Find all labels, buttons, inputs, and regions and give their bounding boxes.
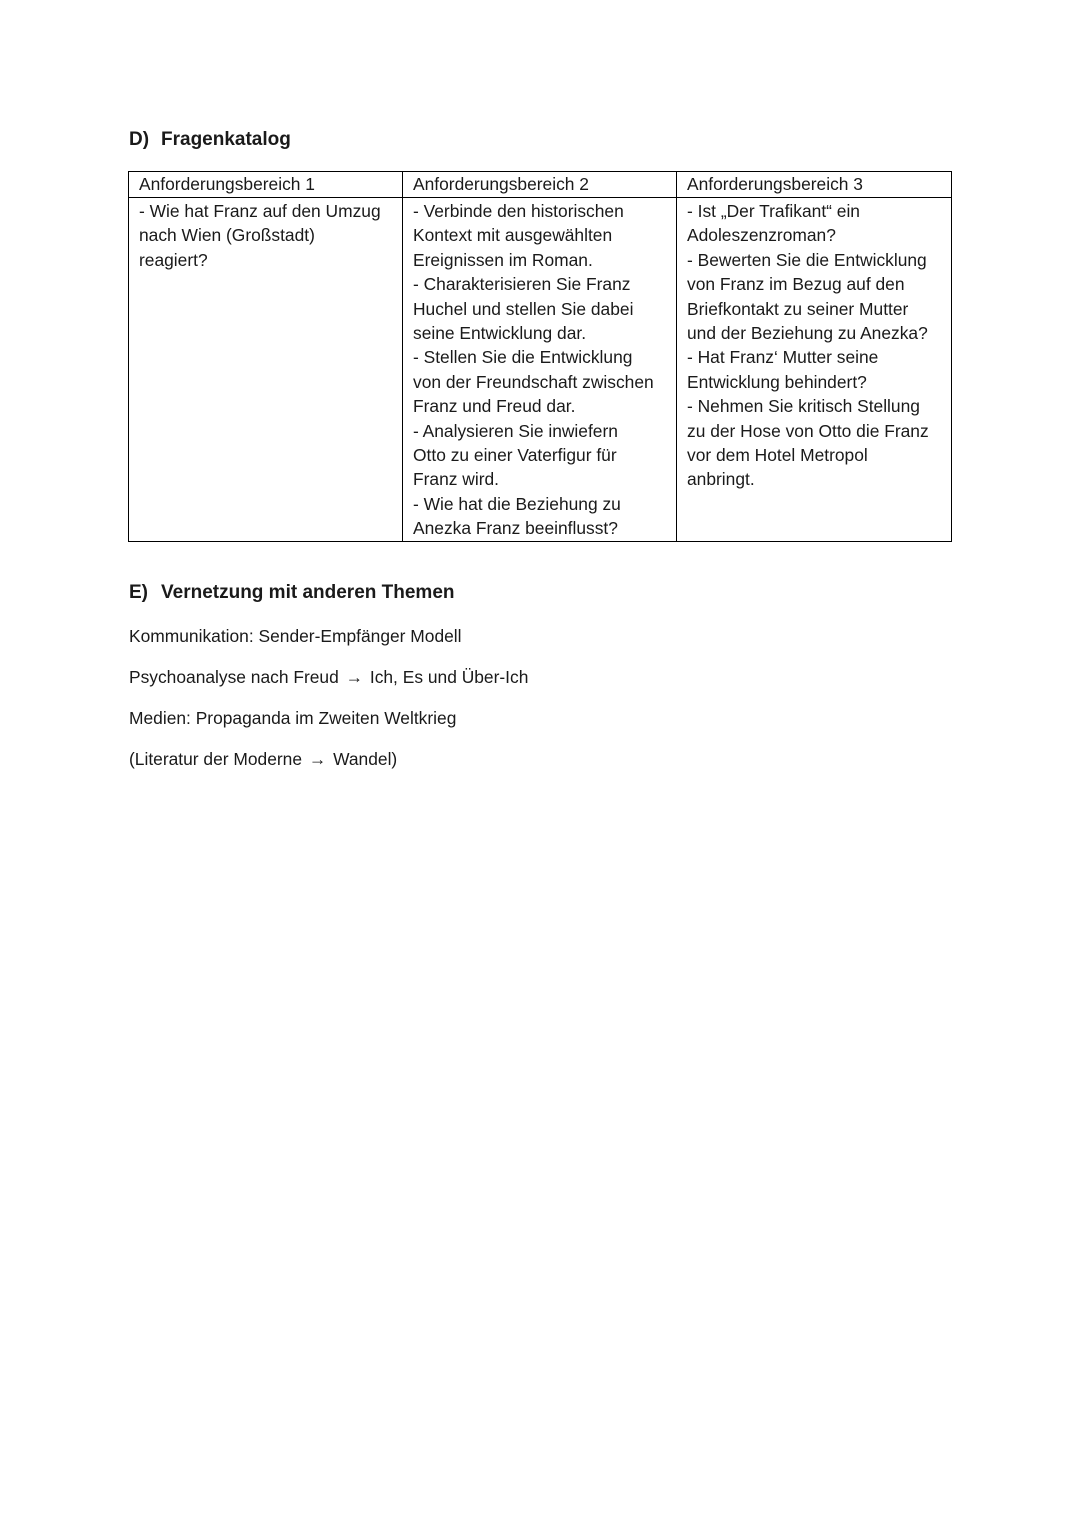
- question-line: Huchel und stellen Sie dabei: [413, 298, 634, 319]
- section-e-heading: [129, 582, 455, 604]
- questions-cell-2: [403, 198, 677, 542]
- question-line: Kontext mit ausgewählten: [413, 225, 613, 246]
- arrow-right-icon: →: [308, 749, 327, 769]
- arrow-right-icon: →: [345, 667, 364, 687]
- topic-literature-label: (Literatur der Moderne: [129, 749, 303, 769]
- topic-psychoanalysis-label: Psychoanalyse nach Freud: [129, 667, 339, 687]
- question-line: - Stellen Sie die Entwicklung: [413, 347, 633, 368]
- question-line: Franz und Freud dar.: [413, 396, 576, 417]
- question-line: - Analysieren Sie inwiefern: [413, 420, 618, 441]
- table-row: [129, 198, 952, 542]
- question-line: zu der Hose von Otto die Franz: [687, 420, 929, 441]
- question-line: vor dem Hotel Metropol: [687, 445, 868, 466]
- section-d-title: Fragenkatalog: [161, 129, 291, 150]
- question-line: nach Wien (Großstadt): [139, 225, 315, 246]
- section-e-letter: E): [129, 582, 148, 603]
- question-line: und der Beziehung zu Anezka?: [687, 323, 928, 344]
- question-line: Otto zu einer Vaterfigur für: [413, 445, 617, 466]
- topics-list: [129, 624, 528, 788]
- question-line: Entwicklung behindert?: [687, 371, 867, 392]
- topic-communication: Kommunikation: Sender-Empfänger Modell: [129, 626, 462, 646]
- question-line: - Wie hat Franz auf den Umzug: [139, 201, 381, 221]
- question-line: Briefkontakt zu seiner Mutter: [687, 298, 909, 319]
- question-line: seine Entwicklung dar.: [413, 323, 587, 344]
- question-line: von Franz im Bezug auf den: [687, 274, 905, 295]
- topic-psychoanalysis-result: Ich, Es und Über-Ich: [369, 667, 529, 687]
- question-line: Ereignissen im Roman.: [413, 249, 593, 270]
- questions-cell-1: [129, 198, 403, 542]
- section-e-title: Vernetzung mit anderen Themen: [161, 582, 455, 603]
- question-line: reagiert?: [139, 249, 208, 270]
- topic-literature-result: Wandel): [333, 749, 398, 769]
- question-line: von der Freundschaft zwischen: [413, 371, 654, 392]
- question-line: Franz wird.: [413, 469, 500, 490]
- question-line: Anezka Franz beeinflusst?: [413, 518, 618, 539]
- topic-media: Medien: Propaganda im Zweiten Weltkrieg: [129, 708, 457, 728]
- question-catalog-table: [128, 171, 952, 542]
- topic-psychoanalysis: [129, 665, 528, 706]
- question-line: anbringt.: [687, 469, 755, 490]
- section-d-letter: D): [129, 129, 150, 150]
- header-cell-3: Anforderungsbereich 3: [677, 172, 952, 198]
- questions-cell-3: [677, 198, 952, 542]
- header-cell-2: Anforderungsbereich 2: [403, 172, 677, 198]
- table-header-row: [129, 172, 952, 198]
- section-d-heading: [129, 129, 291, 151]
- question-line: - Ist „Der Trafikant“ ein: [687, 201, 860, 221]
- question-line: - Nehmen Sie kritisch Stellung: [687, 396, 920, 417]
- question-line: - Hat Franz‘ Mutter seine: [687, 347, 879, 368]
- question-line: - Wie hat die Beziehung zu: [413, 493, 621, 514]
- question-line: - Bewerten Sie die Entwicklung: [687, 249, 927, 270]
- question-line: - Charakterisieren Sie Franz: [413, 274, 631, 295]
- question-line: - Verbinde den historischen: [413, 201, 624, 221]
- topic-literature: [129, 747, 528, 788]
- header-cell-1: Anforderungsbereich 1: [129, 172, 403, 198]
- question-line: Adoleszenzroman?: [687, 225, 836, 246]
